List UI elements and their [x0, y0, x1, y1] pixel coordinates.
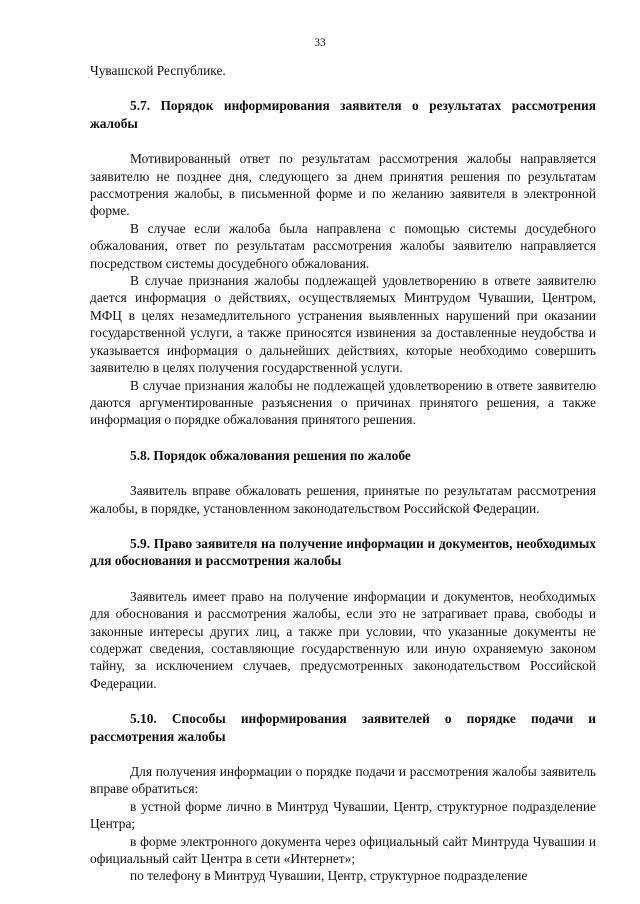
- section-heading: 5.9. Право заявителя на получение информации и документов, необходимых для обоснования и рассмотрения жалобы: [90, 535, 596, 569]
- body-paragraph: в форме электронного документа через официальный сайт Минтруда Чувашии и официальный сайт Центра в сети «Интернет»;: [90, 833, 596, 867]
- body-paragraph: В случае если жалоба была направлена с помощью системы досудебного обжалования, ответ по результатам рассмотрения жалобы заявителю направляется посредством системы досудебного обжалования.: [90, 220, 596, 271]
- page-number: 33: [314, 37, 326, 49]
- body-paragraph: Мотивированный ответ по результатам рассмотрения жалобы направляется заявителю не позднее дня, следующего за днем принятия решения по результатам рассмотрения жалобы, в письменной форме и по желанию заявителя в электронной форме.: [90, 151, 596, 219]
- body-paragraph: Заявитель вправе обжаловать решения, принятые по результатам рассмотрения жалобы, в порядке, установленном законодательством Российской Федерации.: [90, 483, 596, 516]
- body-paragraph: Заявитель имеет право на получение информации и документов, необходимых для обоснования и рассмотрения жалобы, если это не затрагивает права, свободы и законные интересы других лиц, а также при условии, что указанные документы не содержат сведения, составляющие государственную или иную охраняемую законом тайну, за исключением случаев, предусмотренных законодательством Российской Федерации.: [90, 588, 596, 691]
- body-paragraph: В случае признания жалобы подлежащей удовлетворению в ответе заявителю дается информация о действиях, осуществляемых Минтрудом Чувашии, Центром, МФЦ в целях незамедлительного устранения выявленных нарушений при оказании государственной услуги, а также приносятся извинения за доставленные неудобства и указывается информация о дальнейших действиях, которые необходимо совершить заявителю в целях получения государственной услуги.: [90, 273, 596, 376]
- section-heading: 5.7. Порядок информирования заявителя о результатах рассмотрения жалобы: [90, 98, 596, 131]
- body-paragraph: В случае признания жалобы не подлежащей удовлетворению в ответе заявителю даются аргументированные разъяснения о причинах принятого решения, а также информация о порядке обжалования принятого решения.: [90, 377, 596, 428]
- section-heading: 5.10. Способы информирования заявителей о порядке подачи и рассмотрения жалобы: [90, 711, 596, 744]
- body-paragraph: в устной форме лично в Минтруд Чувашии, Центр, структурное подразделение Центра;: [90, 798, 596, 832]
- section-heading: 5.8. Порядок обжалования решения по жалобе: [130, 447, 411, 463]
- body-paragraph: Для получения информации о порядке подачи и рассмотрения жалобы заявитель вправе обратиться:: [90, 764, 596, 797]
- body-paragraph: Чувашской Республике.: [90, 63, 226, 78]
- document-body: [90, 62, 596, 885]
- body-paragraph: по телефону в Минтруд Чувашии, Центр, структурное подразделение: [130, 868, 528, 884]
